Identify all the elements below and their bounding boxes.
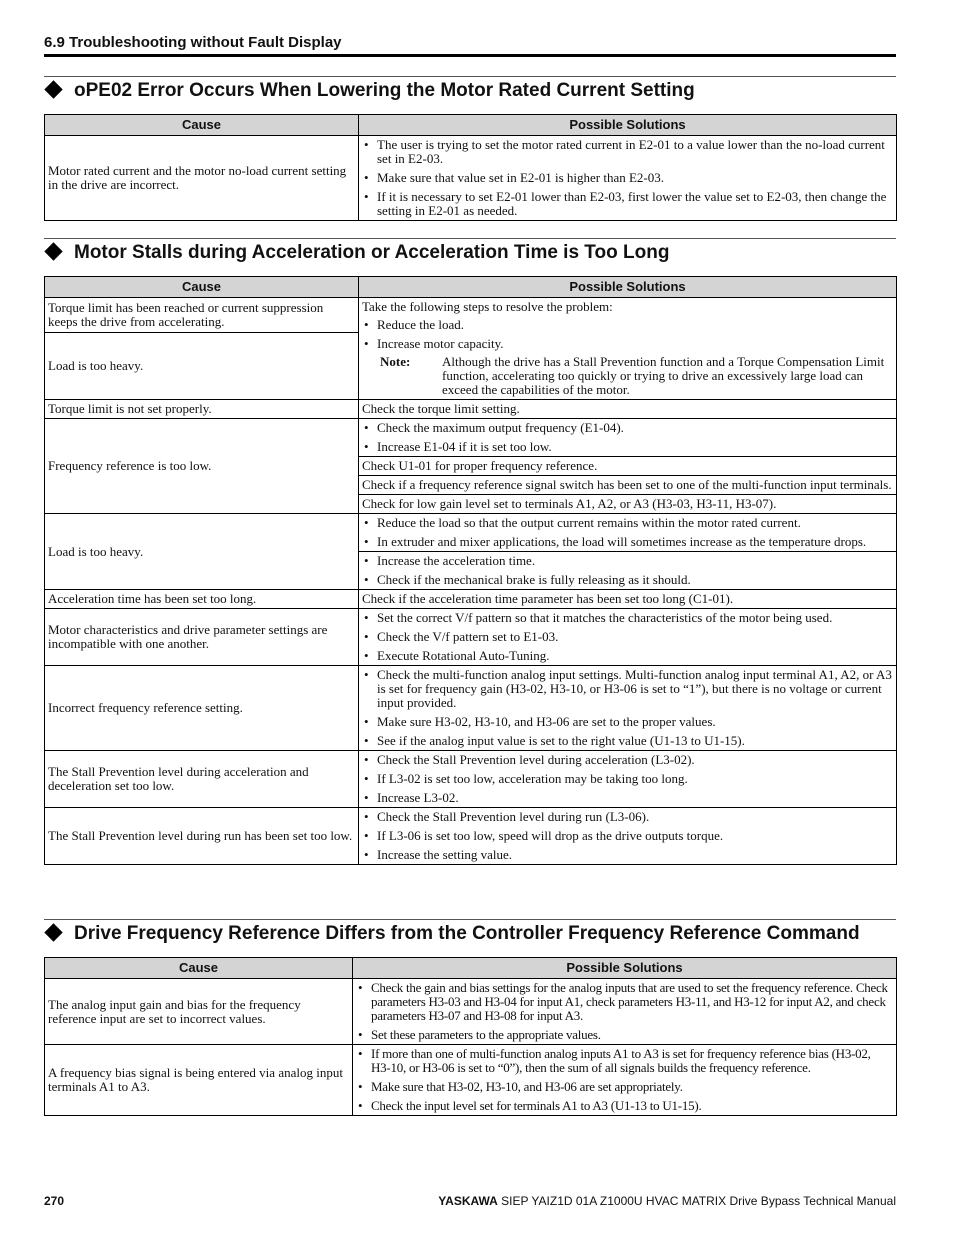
cause-cell: Torque limit has been reached or current suppression keeps the drive from accelerating. [45, 298, 359, 333]
ope02-table [44, 114, 897, 221]
cause-cell: Motor characteristics and drive parameter settings are incompatible with one another. [45, 609, 359, 666]
cause-cell: The Stall Prevention level during run has been set too low. [45, 808, 359, 865]
list-item: • The user is trying to set the motor rated current in E2-01 to a value lower than the no-load current set in E2-03. [362, 138, 893, 166]
list-item: • Reduce the load. [362, 318, 893, 332]
section-title: oPE02 Error Occurs When Lowering the Motor Rated Current Setting [74, 80, 695, 101]
table-row [45, 298, 897, 333]
table-row [45, 136, 897, 221]
solution-cell: Check for low gain level set to terminals A1, A2, or A3 (H3-03, H3-11, H3-07). [359, 495, 897, 514]
table-row [45, 419, 897, 457]
solution-intro: Take the following steps to resolve the problem: [362, 299, 613, 314]
section-divider [44, 238, 896, 239]
note-label: Note: [380, 354, 411, 369]
list-item: • Check the Stall Prevention level during run (L3-06). [362, 810, 893, 824]
solution-cell [359, 808, 897, 865]
cause-cell: Acceleration time has been set too long. [45, 590, 359, 609]
column-header-cause: Cause [45, 115, 359, 136]
table-row [45, 609, 897, 666]
solution-cell [359, 552, 897, 590]
list-item: • If L3-02 is set too low, acceleration may be taking too long. [362, 772, 893, 786]
section-heading-motor-stalls [44, 242, 904, 264]
solution-cell: Check if a frequency reference signal switch has been set to one of the multi-function input terminals. [359, 476, 897, 495]
column-header-solutions: Possible Solutions [359, 115, 897, 136]
list-item: • Check the maximum output frequency (E1-04). [362, 421, 893, 435]
table-row [45, 400, 897, 419]
diamond-bullet-icon [44, 924, 62, 942]
solution-cell: Check if the acceleration time parameter has been set too long (C1-01). [359, 590, 897, 609]
list-item: • Set these parameters to the appropriate values. [356, 1028, 893, 1042]
footer-brand: YASKAWA [438, 1194, 498, 1208]
page-number: 270 [44, 1194, 65, 1208]
solution-cell [359, 419, 897, 457]
note [380, 355, 893, 397]
solution-cell [359, 136, 897, 221]
list-item: • Make sure that H3-02, H3-10, and H3-06 are set appropriately. [356, 1080, 893, 1094]
solution-list [362, 668, 893, 748]
cause-cell: Load is too heavy. [45, 333, 359, 400]
solution-cell [359, 514, 897, 552]
solution-cell [353, 979, 897, 1045]
list-item: • Reduce the load so that the output current remains within the motor rated current. [362, 516, 893, 530]
table-row [45, 979, 897, 1045]
list-item: • If it is necessary to set E2-01 lower than E2-03, first lower the value set to E2-03, then change the setting in E2-01 as needed. [362, 190, 893, 218]
list-item: • Check if the mechanical brake is fully releasing as it should. [362, 573, 893, 587]
footer-manual-title [438, 1194, 896, 1208]
section-title: Drive Frequency Reference Differs from the Controller Frequency Reference Command [74, 923, 860, 944]
solution-list [362, 810, 893, 862]
table-row [45, 1045, 897, 1116]
list-item: • If L3-06 is set too low, speed will drop as the drive outputs torque. [362, 829, 893, 843]
solution-list [362, 611, 893, 663]
list-item: • Increase the acceleration time. [362, 554, 893, 568]
cause-cell: Frequency reference is too low. [45, 419, 359, 514]
list-item: • Increase L3-02. [362, 791, 893, 805]
list-item: • Increase the setting value. [362, 848, 893, 862]
diamond-bullet-icon [44, 81, 62, 99]
diamond-bullet-icon [44, 243, 62, 261]
solution-cell: Check the torque limit setting. [359, 400, 897, 419]
cause-cell: Load is too heavy. [45, 514, 359, 590]
table-row [45, 590, 897, 609]
solution-list [362, 554, 893, 587]
solution-list [356, 981, 893, 1042]
list-item: • In extruder and mixer applications, the load will sometimes increase as the temperature drops. [362, 535, 893, 549]
solution-cell [359, 298, 897, 400]
solution-list [362, 318, 893, 351]
solution-cell [353, 1045, 897, 1116]
list-item: • Increase motor capacity. [362, 337, 893, 351]
column-header-solutions: Possible Solutions [353, 958, 897, 979]
list-item: • Check the Stall Prevention level during acceleration (L3-02). [362, 753, 893, 767]
solution-cell: Check U1-01 for proper frequency reference. [359, 457, 897, 476]
section-divider [44, 76, 896, 77]
list-item: • Check the gain and bias settings for the analog inputs that are used to set the frequency reference. Check parameters H3-03 and H3-04 for input A1, check parameters H3-11, and H3-12 for input A2, and check parameters H3-07 and H3-08 for input A3. [356, 981, 893, 1023]
column-header-solutions: Possible Solutions [359, 277, 897, 298]
list-item: • Check the input level set for terminals A1 to A3 (U1-13 to U1-15). [356, 1099, 893, 1113]
solution-list [362, 516, 893, 549]
section-heading-frequency-reference [44, 923, 904, 945]
list-item: • Set the correct V/f pattern so that it matches the characteristics of the motor being used. [362, 611, 893, 625]
list-item: • Make sure that value set in E2-01 is higher than E2-03. [362, 171, 893, 185]
solution-list [362, 753, 893, 805]
list-item: • Make sure H3-02, H3-10, and H3-06 are set to the proper values. [362, 715, 893, 729]
running-header: 6.9 Troubleshooting without Fault Display [44, 34, 342, 51]
cause-cell: Incorrect frequency reference setting. [45, 666, 359, 751]
table-row [45, 514, 897, 552]
list-item: • See if the analog input value is set to the right value (U1-13 to U1-15). [362, 734, 893, 748]
table-row [45, 666, 897, 751]
cause-cell: The Stall Prevention level during acceleration and deceleration set too low. [45, 751, 359, 808]
list-item: • If more than one of multi-function analog inputs A1 to A3 is set for frequency reference bias (H3-02, H3-10, or H3-06 is set to “0”), then the sum of all signals builds the frequency reference. [356, 1047, 893, 1075]
cause-cell: Torque limit is not set properly. [45, 400, 359, 419]
section-divider [44, 919, 896, 920]
table-row [45, 808, 897, 865]
section-heading-ope02 [44, 80, 904, 102]
solution-cell [359, 666, 897, 751]
section-title: Motor Stalls during Acceleration or Acceleration Time is Too Long [74, 242, 670, 263]
solution-list [356, 1047, 893, 1113]
column-header-cause: Cause [45, 958, 353, 979]
solution-list [362, 138, 893, 218]
list-item: • Check the multi-function analog input settings. Multi-function analog input terminal A1, A2, or A3 is set for frequency gain (H3-02, H3-10, or H3-06 is set to “1”), but there is no voltage or current input provided. [362, 668, 893, 710]
solution-cell [359, 609, 897, 666]
solution-list [362, 421, 893, 454]
table-row [45, 751, 897, 808]
frequency-reference-table [44, 957, 897, 1116]
footer-text: SIEP YAIZ1D 01A Z1000U HVAC MATRIX Drive Bypass Technical Manual [497, 1194, 896, 1208]
motor-stalls-table [44, 276, 897, 865]
list-item: • Check the V/f pattern set to E1-03. [362, 630, 893, 644]
note-text: Although the drive has a Stall Prevention function and a Torque Compensation Limit function, accelerating too quickly or trying to drive an excessively large load can exceed the capabilities of the motor. [442, 354, 885, 397]
list-item: • Increase E1-04 if it is set too low. [362, 440, 893, 454]
solution-cell [359, 751, 897, 808]
cause-cell: A frequency bias signal is being entered via analog input terminals A1 to A3. [45, 1045, 353, 1116]
column-header-cause: Cause [45, 277, 359, 298]
list-item: • Execute Rotational Auto-Tuning. [362, 649, 893, 663]
cause-cell: The analog input gain and bias for the frequency reference input are set to incorrect values. [45, 979, 353, 1045]
cause-cell: Motor rated current and the motor no-load current setting in the drive are incorrect. [45, 136, 359, 221]
header-rule [44, 54, 896, 57]
